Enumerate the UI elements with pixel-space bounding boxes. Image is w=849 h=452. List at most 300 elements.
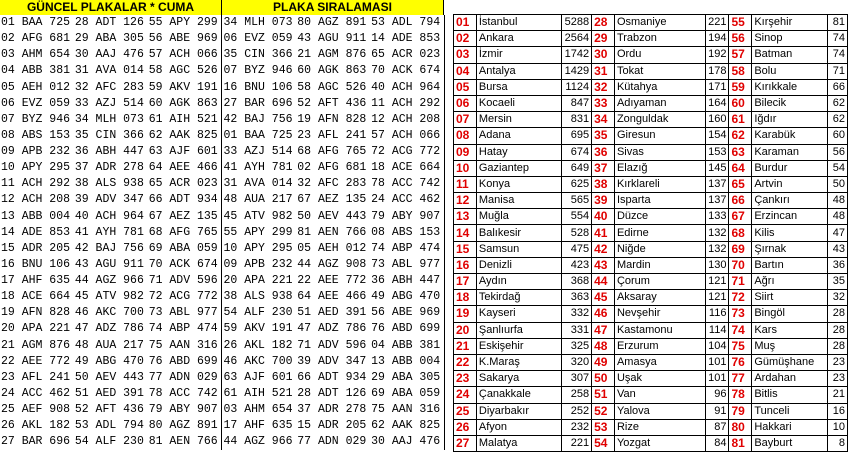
ranking-row [454, 419, 848, 435]
ranking-row [454, 371, 848, 387]
sorted-plate-cell: 27 BAR 696 [223, 96, 293, 110]
current-plate-cell: 22 AEE 772 [1, 354, 71, 368]
plate-count: 528 [562, 225, 592, 241]
province-code: 46 [592, 306, 615, 322]
ranking-row [454, 387, 848, 403]
province-code: 33 [592, 95, 615, 111]
current-plate-cell: 45 ATV 982 [74, 290, 144, 304]
province-name: Erzurum [614, 338, 705, 354]
province-code: 56 [729, 31, 752, 47]
plate-count: 695 [562, 128, 592, 144]
province-name: Ankara [476, 31, 561, 47]
sorted-plate-cell: 24 ACC 462 [370, 192, 444, 208]
current-plate-cell: 03 AHM 654 [1, 48, 71, 62]
current-plate-cell: 01 BAA 725 [1, 16, 71, 30]
province-name: Mersin [476, 112, 561, 128]
plate-count: 10 [828, 419, 848, 435]
plate-count: 192 [706, 47, 729, 63]
sorted-plate-cell: 78 ACC 742 [370, 176, 444, 192]
sorted-plate-cell: 67 AEZ 135 [297, 193, 367, 207]
current-plate-cell: 48 AUA 217 [74, 338, 144, 352]
province-code: 11 [454, 176, 477, 192]
plate-count: 831 [562, 112, 592, 128]
province-name: Hakkari [752, 419, 828, 435]
plate-count: 23 [828, 354, 848, 370]
current-plate-cell: 42 BAJ 756 [74, 241, 144, 255]
current-plate-cell: 30 AAJ 476 [74, 48, 144, 62]
province-code: 07 [454, 112, 477, 128]
current-plate-cell: 76 ABD 699 [148, 354, 222, 370]
province-name: Hatay [476, 144, 561, 160]
province-name: Osmaniye [614, 15, 705, 31]
current-plate-cell: 64 AEE 466 [148, 160, 222, 176]
plate-row [0, 225, 445, 241]
province-name: Konya [476, 176, 561, 192]
province-code: 55 [729, 15, 752, 31]
sorted-plate-cell: 23 AFL 241 [297, 128, 367, 142]
plate-row [0, 96, 445, 112]
province-name: Çankırı [752, 193, 828, 209]
current-plate-cell: 39 ADV 347 [74, 193, 144, 207]
sorted-plate-cell: 03 AHM 654 [223, 403, 293, 417]
current-plate-cell: 33 AZJ 514 [74, 96, 144, 110]
province-name: Iğdır [752, 112, 828, 128]
current-plate-cell: 07 BYZ 946 [1, 112, 71, 126]
province-code: 68 [729, 225, 752, 241]
current-plate-cell: 43 AGU 911 [74, 257, 144, 271]
province-code: 81 [729, 435, 752, 451]
sorted-plate-cell: 16 BNU 106 [223, 80, 293, 94]
province-code: 65 [729, 176, 752, 192]
sorted-plate-cell: 37 ADR 278 [297, 403, 367, 417]
ranking-row [454, 435, 848, 451]
plate-count: 363 [562, 290, 592, 306]
province-code: 50 [592, 371, 615, 387]
province-code: 04 [454, 63, 477, 79]
current-plate-cell: 61 AIH 521 [148, 112, 222, 128]
sorted-plate-cell: 17 AHF 635 [223, 419, 293, 433]
province-code: 20 [454, 322, 477, 338]
province-code: 66 [729, 193, 752, 209]
province-name: Bayburt [752, 435, 828, 451]
plate-count: 565 [562, 193, 592, 209]
current-plate-cell: 44 AGZ 966 [74, 274, 144, 288]
sorted-plate-cell: 74 ABP 474 [370, 241, 444, 257]
plate-count: 23 [828, 371, 848, 387]
plate-row [0, 338, 445, 354]
plate-row [0, 209, 445, 225]
sorted-plate-cell: 06 EVZ 059 [223, 32, 293, 46]
current-plate-cell: 40 ACH 964 [74, 209, 144, 223]
current-plate-cell: 79 ABY 907 [148, 402, 222, 418]
sorted-plate-cell: 57 ACH 066 [370, 128, 444, 144]
current-plate-cell: 54 ALF 230 [74, 435, 144, 449]
plate-count: 66 [828, 79, 848, 95]
province-name: Yozgat [614, 435, 705, 451]
plate-count: 674 [562, 144, 592, 160]
province-code: 22 [454, 354, 477, 370]
current-plate-cell: 28 ADT 126 [74, 16, 144, 30]
sorted-plate-cell: 28 ADT 126 [297, 386, 367, 400]
current-plate-cell: 32 AFC 283 [74, 80, 144, 94]
province-name: Çanakkale [476, 387, 561, 403]
province-name: Amasya [614, 354, 705, 370]
ranking-row [454, 257, 848, 273]
sorted-plate-cell: 01 BAA 725 [223, 128, 293, 142]
sorted-plate-cell: 32 AFC 283 [297, 177, 367, 191]
sorted-plate-cell: 73 ABL 977 [370, 257, 444, 273]
sorted-plate-cell: 65 ACR 023 [370, 47, 444, 63]
ranking-row [454, 160, 848, 176]
sorted-plate-cell: 66 ADT 934 [297, 370, 367, 384]
sorted-plate-cell: 69 ABA 059 [370, 386, 444, 402]
province-code: 09 [454, 144, 477, 160]
ranking-row [454, 79, 848, 95]
plate-count: 130 [706, 257, 729, 273]
plate-count: 145 [706, 160, 729, 176]
province-name: Balıkesir [476, 225, 561, 241]
province-code: 17 [454, 274, 477, 290]
province-name: Trabzon [614, 31, 705, 47]
plate-count: 32 [828, 290, 848, 306]
province-name: Sinop [752, 31, 828, 47]
current-plate-cell: 04 ABB 381 [1, 64, 71, 78]
ranking-row [454, 403, 848, 419]
province-code: 74 [729, 322, 752, 338]
current-plate-cell: 67 AEZ 135 [148, 209, 222, 225]
ranking-row [454, 112, 848, 128]
sorted-plate-cell: 54 ALF 230 [223, 306, 293, 320]
plate-count: 91 [706, 403, 729, 419]
province-code: 72 [729, 290, 752, 306]
plate-count: 232 [562, 419, 592, 435]
current-plate-cell: 02 AFG 681 [1, 32, 71, 46]
province-name: Sivas [614, 144, 705, 160]
sorted-plate-cell: 60 AGK 863 [297, 64, 367, 78]
current-plate-cell: 31 AVA 014 [74, 64, 144, 78]
current-plate-cell: 59 AKV 191 [148, 80, 222, 96]
province-name: Afyon [476, 419, 561, 435]
province-name: K.Maraş [476, 354, 561, 370]
ranking-row [454, 63, 848, 79]
sorted-plate-cell: 72 ACG 772 [370, 144, 444, 160]
plate-count: 74 [828, 47, 848, 63]
province-name: Elazığ [614, 160, 705, 176]
plate-count: 331 [562, 322, 592, 338]
province-name: Ordu [614, 47, 705, 63]
plate-row [0, 192, 445, 208]
plate-count: 221 [562, 435, 592, 451]
province-name: Ağrı [752, 274, 828, 290]
plate-count: 35 [828, 274, 848, 290]
sorted-plate-cell: 10 APY 295 [223, 241, 293, 255]
plate-count: 258 [562, 387, 592, 403]
plate-count: 221 [706, 15, 729, 31]
province-code: 45 [592, 290, 615, 306]
plate-count: 1124 [562, 79, 592, 95]
province-name: Nevşehir [614, 306, 705, 322]
province-code: 25 [454, 403, 477, 419]
plate-count: 475 [562, 241, 592, 257]
ranking-row [454, 306, 848, 322]
plate-count: 1429 [562, 63, 592, 79]
sorted-plate-cell: 34 MLH 073 [223, 16, 293, 30]
ranking-panel [453, 14, 848, 452]
plate-count: 132 [706, 241, 729, 257]
plate-count: 154 [706, 128, 729, 144]
province-code: 59 [729, 79, 752, 95]
province-name: Ardahan [752, 371, 828, 387]
plate-count: 71 [828, 63, 848, 79]
plate-row [0, 321, 445, 337]
province-name: Isparta [614, 193, 705, 209]
current-plate-cell: 73 ABL 977 [148, 305, 222, 321]
province-name: Yalova [614, 403, 705, 419]
province-name: Tekirdağ [476, 290, 561, 306]
plate-count: 84 [706, 435, 729, 451]
sorted-plate-cell: 41 AYH 781 [223, 161, 293, 175]
plate-row [0, 305, 445, 321]
plate-count: 21 [828, 387, 848, 403]
sorted-plate-cell: 56 ABE 969 [370, 305, 444, 321]
plate-count: 48 [828, 209, 848, 225]
current-plate-cell: 53 ADL 794 [74, 419, 144, 433]
sorted-plate-cell: 08 ABS 153 [370, 225, 444, 241]
plate-row [0, 273, 445, 289]
plate-count: 252 [562, 403, 592, 419]
province-name: Şanlıurfa [476, 322, 561, 338]
province-name: Diyarbakır [476, 403, 561, 419]
plate-row [0, 80, 445, 96]
sorted-plate-cell: 15 ADR 205 [297, 419, 367, 433]
plate-count: 423 [562, 257, 592, 273]
province-code: 32 [592, 79, 615, 95]
province-name: Burdur [752, 160, 828, 176]
current-plate-cell: 11 ACH 292 [1, 177, 71, 191]
province-code: 26 [454, 419, 477, 435]
province-code: 43 [592, 257, 615, 273]
province-code: 49 [592, 354, 615, 370]
current-plate-cell: 51 AED 391 [74, 386, 144, 400]
plates-table [0, 15, 445, 450]
plate-row [0, 47, 445, 63]
current-plate-cell: 70 ACK 674 [148, 257, 222, 273]
province-name: Bartın [752, 257, 828, 273]
province-name: Adana [476, 128, 561, 144]
current-plate-cell: 08 ABS 153 [1, 128, 71, 142]
plate-row [0, 354, 445, 370]
province-code: 79 [729, 403, 752, 419]
sorted-plate-cell: 36 ABH 447 [370, 273, 444, 289]
plate-count: 48 [828, 193, 848, 209]
sorted-plate-cell: 49 ABG 470 [370, 289, 444, 305]
sorted-plate-cell: 02 AFG 681 [297, 161, 367, 175]
plate-count: 137 [706, 176, 729, 192]
sorted-plate-cell: 13 ABB 004 [370, 354, 444, 370]
plate-count: 178 [706, 63, 729, 79]
current-plate-cell: 50 AEV 443 [74, 370, 144, 384]
province-name: Bingöl [752, 306, 828, 322]
plate-count: 28 [828, 306, 848, 322]
province-code: 38 [592, 176, 615, 192]
ranking-row [454, 144, 848, 160]
plate-count: 56 [828, 144, 848, 160]
province-name: Kırıkkale [752, 79, 828, 95]
sorted-plate-cell: 29 ABA 305 [370, 370, 444, 386]
province-code: 18 [454, 290, 477, 306]
ranking-row [454, 225, 848, 241]
province-code: 31 [592, 63, 615, 79]
plate-row [0, 386, 445, 402]
province-name: Antalya [476, 63, 561, 79]
province-code: 58 [729, 63, 752, 79]
ranking-row [454, 193, 848, 209]
sorted-plate-cell: 53 ADL 794 [370, 15, 444, 31]
ranking-row [454, 338, 848, 354]
sorted-plate-cell: 44 AGZ 966 [223, 435, 293, 449]
sorted-plate-cell: 18 ACE 664 [370, 160, 444, 176]
current-plate-cell: 56 ABE 969 [148, 31, 222, 47]
province-name: Kırşehir [752, 15, 828, 31]
province-code: 71 [729, 274, 752, 290]
province-code: 29 [592, 31, 615, 47]
province-code: 77 [729, 371, 752, 387]
province-name: Kilis [752, 225, 828, 241]
province-name: Samsun [476, 241, 561, 257]
province-code: 64 [729, 160, 752, 176]
province-code: 42 [592, 241, 615, 257]
plate-count: 132 [706, 225, 729, 241]
province-code: 13 [454, 209, 477, 225]
province-name: Bursa [476, 79, 561, 95]
province-name: İzmir [476, 47, 561, 63]
current-plate-cell: 16 BNU 106 [1, 257, 71, 271]
current-plate-cell: 65 ACR 023 [148, 176, 222, 192]
ranking-row [454, 176, 848, 192]
province-code: 08 [454, 128, 477, 144]
plate-row [0, 402, 445, 418]
province-code: 30 [592, 47, 615, 63]
sorted-plate-cell: 14 ADE 853 [370, 31, 444, 47]
province-code: 67 [729, 209, 752, 225]
sorted-plate-cell: 09 APB 232 [223, 257, 293, 271]
plate-count: 133 [706, 209, 729, 225]
plate-count: 74 [828, 31, 848, 47]
province-code: 53 [592, 419, 615, 435]
province-code: 63 [729, 144, 752, 160]
province-code: 69 [729, 241, 752, 257]
current-plate-cell: 21 AGM 876 [1, 338, 71, 352]
current-plate-cell: 36 ABH 447 [74, 145, 144, 159]
province-name: Denizli [476, 257, 561, 273]
plate-row [0, 31, 445, 47]
plate-row [0, 434, 445, 450]
plate-count: 307 [562, 371, 592, 387]
sorted-plate-cell: 79 ABY 907 [370, 209, 444, 225]
current-plate-cell: 26 AKL 182 [1, 419, 71, 433]
province-code: 37 [592, 160, 615, 176]
ranking-row [454, 322, 848, 338]
province-name: Tokat [614, 63, 705, 79]
ranking-row [454, 95, 848, 111]
province-code: 36 [592, 144, 615, 160]
plate-count: 5288 [562, 15, 592, 31]
sorted-plate-cell: 62 AAK 825 [370, 418, 444, 434]
province-code: 03 [454, 47, 477, 63]
province-name: Kocaeli [476, 95, 561, 111]
province-code: 40 [592, 209, 615, 225]
current-plate-cell: 74 ABP 474 [148, 321, 222, 337]
current-plate-cell: 37 ADR 278 [74, 161, 144, 175]
current-plate-cell: 49 ABG 470 [74, 354, 144, 368]
plate-count: 325 [562, 338, 592, 354]
plate-count: 137 [706, 193, 729, 209]
province-code: 16 [454, 257, 477, 273]
sorted-plate-cell: 68 AFG 765 [297, 145, 367, 159]
ranking-row [454, 290, 848, 306]
current-plate-cell: 17 AHF 635 [1, 274, 71, 288]
province-name: Zonguldak [614, 112, 705, 128]
province-code: 34 [592, 112, 615, 128]
current-plate-cell: 57 ACH 066 [148, 47, 222, 63]
plate-count: 164 [706, 95, 729, 111]
current-plate-cell: 55 APY 299 [148, 15, 222, 31]
province-name: Manisa [476, 193, 561, 209]
plate-count: 625 [562, 176, 592, 192]
plate-count: 554 [562, 209, 592, 225]
province-code: 52 [592, 403, 615, 419]
province-name: Bilecik [752, 95, 828, 111]
ranking-row [454, 354, 848, 370]
plate-count: 847 [562, 95, 592, 111]
sorted-plate-cell: 12 ACH 208 [370, 112, 444, 128]
sorted-plate-cell: 20 APA 221 [223, 274, 293, 288]
sorted-plate-cell: 81 AEN 766 [297, 225, 367, 239]
province-code: 61 [729, 112, 752, 128]
province-name: Çorum [614, 274, 705, 290]
province-code: 47 [592, 322, 615, 338]
plate-count: 47 [828, 225, 848, 241]
current-plate-cell: 66 ADT 934 [148, 192, 222, 208]
plate-count: 1742 [562, 47, 592, 63]
current-plate-cell: 80 AGZ 891 [148, 418, 222, 434]
plate-count: 171 [706, 79, 729, 95]
province-code: 27 [454, 435, 477, 451]
plate-count: 87 [706, 419, 729, 435]
current-plate-cell: 23 AFL 241 [1, 370, 71, 384]
province-code: 21 [454, 338, 477, 354]
sorted-plate-cell: 39 ADV 347 [297, 354, 367, 368]
province-code: 41 [592, 225, 615, 241]
plate-count: 104 [706, 338, 729, 354]
plate-row [0, 241, 445, 257]
province-name: Uşak [614, 371, 705, 387]
province-code: 02 [454, 31, 477, 47]
province-name: Gaziantep [476, 160, 561, 176]
province-name: Bitlis [752, 387, 828, 403]
current-plate-cell: 71 ADV 596 [148, 273, 222, 289]
sorted-plate-cell: 64 AEE 466 [297, 290, 367, 304]
sorted-plate-cell: 43 AGU 911 [297, 32, 367, 46]
province-name: Mardin [614, 257, 705, 273]
plate-count: 54 [828, 160, 848, 176]
current-plate-cell: 46 AKC 700 [74, 306, 144, 320]
current-plate-cell: 62 AAK 825 [148, 128, 222, 144]
plate-row [0, 176, 445, 192]
plate-count: 8 [828, 435, 848, 451]
sorted-plate-cell: 77 ADN 029 [297, 435, 367, 449]
ranking-row [454, 274, 848, 290]
